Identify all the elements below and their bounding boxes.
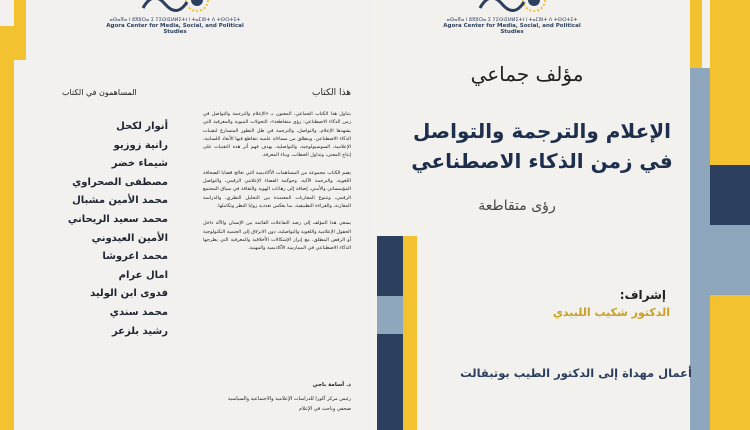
logo-emblem-icon <box>139 0 211 16</box>
back-cover <box>0 0 373 430</box>
front-cover <box>377 0 750 430</box>
yellow-block <box>690 0 702 68</box>
about-paragraph: يتناول هذا الكتاب الجماعي، المعنون بـ «الإعلام والترجمة والتواصل في زمن الذكاء الاصطناعي: رؤى متقاطعة»، التحولات البنيوية والمعرفية التي يشهدها الإعلام، والتواصل، والترجمة في ظل التطور المتسارع لتقنيات الذكاء الاصطناعي. وينطلق من مساءلة علمية تتقاطع فيها الأبعاد اللسانية، الإعلامية، السوسيولوجية، والتواصلية، بهدف فهم أثر هذه التقنيات على إنتاج المعنى، وتداول الخطاب، وبناء المعرفة. <box>203 111 351 159</box>
yellow-block <box>710 0 750 165</box>
yellow-block <box>14 0 26 60</box>
contributor-item: الأمين العيدوني <box>91 232 168 244</box>
contributor-item: محمد الأمين مشبال <box>72 195 168 207</box>
contributor-item: امال عرام <box>118 269 168 281</box>
contributors-list <box>0 118 168 341</box>
contributor-item: فدوى ابن الوليد <box>90 288 168 300</box>
contributors-title: المساهمون في الكتاب <box>62 88 137 97</box>
book-title-line: في زمن الذكاء الاصطناعي <box>411 149 673 173</box>
about-title: هذا الكتاب <box>312 88 351 98</box>
signature-title: رئيس مركز أكورا للدراسات الإعلامية والاجتماعية والسياسية <box>227 396 351 402</box>
about-paragraph: يسعى هذا المؤلف إلى رصد التفاعلات القائمة بين الإنسان والآلة داخل الحقول الإعلامية واللغوية والتواصلية، دون الانزلاق إلى الحتمية التكنولوجية أو الرفض المطلق، مع إبراز الإشكالات الأخلاقية والمعرفية التي يطرحها الذكاء الاصطناعي في الممارسة الأكاديمية والمهنية. <box>203 220 351 252</box>
book-title <box>397 116 687 176</box>
logo-name: Agora Center for Media, Social, and Political Studies <box>443 23 581 35</box>
contributor-item: محمد سندي <box>109 306 168 318</box>
logo-tifinagh-text: ⴰⵙⴰⴳⴰ ⵏ ⵓⴳⵓⵔⴰ ⵉ ⵢⵉⵙⵏⵉⵍⵍⵉⵜⵏ ⵏ ⵜⴰⵎⵓⵏⵜ ⴷ ⵜⵙⵔⵜⵉⵜ <box>109 17 241 23</box>
yellow-stripe <box>403 236 417 430</box>
navy-block <box>377 334 403 430</box>
book-title-line: الإعلام والترجمة والتواصل <box>412 119 672 143</box>
supervisor-name: الدكتور شكيب اللبيدي <box>552 306 670 319</box>
blue-block <box>377 296 403 334</box>
logo-tifinagh-text: ⴰⵙⴰⴳⴰ ⵏ ⵓⴳⵓⵔⴰ ⵉ ⵢⵉⵙⵏⵉⵍⵍⵉⵜⵏ ⵏ ⵜⴰⵎⵓⵏⵜ ⴷ ⵜⵙⵔⵜⵉⵜ <box>446 17 578 23</box>
agora-logo <box>100 0 250 52</box>
signature-role: صحفي وباحث في الإعلام <box>298 406 351 412</box>
signature-name: ذ. أسامة باجي <box>312 382 351 388</box>
dedication: أعمال مهداة إلى الدكتور الطيب بوتبقالت <box>460 366 692 380</box>
collective-work-label: مؤلف جماعي <box>470 62 584 86</box>
contributor-item: مصطفى الصحراوي <box>72 176 168 188</box>
contributor-item: رانية زوزيو <box>113 139 168 151</box>
contributor-item: محمد اعروشا <box>102 251 168 263</box>
navy-block <box>377 236 403 296</box>
contributor-item: أنوار لكحل <box>116 121 168 132</box>
book-subtitle: رؤى متقاطعة <box>478 198 556 214</box>
blue-block <box>710 225 750 295</box>
blue-stripe <box>690 68 710 430</box>
navy-block <box>710 165 750 225</box>
contributor-item: رشيد بلزعر <box>111 325 168 337</box>
contributor-item: شيماء خضر <box>111 158 168 170</box>
agora-logo <box>437 0 587 52</box>
about-paragraph: يضم الكتاب مجموعة من المساهمات الأكاديمية التي تعالج قضايا الصحافة اللغوية، والترجمة الآلية، وحوكمة الفضاء الإعلامي الرقمي، والتواصل المؤسساتي والأمني، إضافة إلى رهانات الهوية والثقافة في سياق المجتمع الرقمي، وتتنوع المقاربات المعتمدة بين التحليل النظري، والدراسة المقارنة، والقراءة التطبيقية، بما يعكس تعددية زوايا النظر وتكاملها. <box>203 169 351 209</box>
supervision-label: إشراف: <box>619 288 666 302</box>
logo-emblem-icon <box>476 0 548 16</box>
logo-name: Agora Center for Media, Social, and Political Studies <box>106 23 244 35</box>
contributor-item: محمد سعيد الريحاني <box>67 213 168 225</box>
about-text <box>203 110 351 261</box>
yellow-block <box>710 295 750 430</box>
